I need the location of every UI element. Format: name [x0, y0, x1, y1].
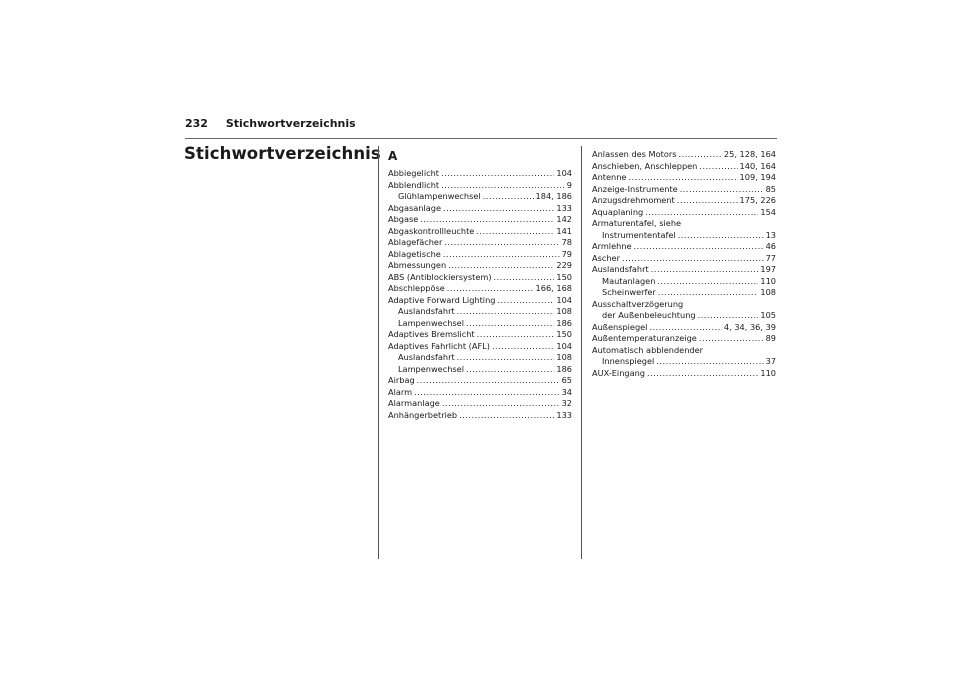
- index-entry-page[interactable]: 79: [561, 248, 572, 259]
- index-entry: [592, 322, 776, 334]
- dot-leader: [634, 241, 764, 253]
- dot-leader: [680, 184, 764, 196]
- index-entry-term: Ausschaltverzögerung: [592, 298, 684, 309]
- index-entry-page[interactable]: 184, 186: [535, 191, 572, 201]
- index-entry: [388, 398, 572, 410]
- index-column-1: [388, 149, 572, 421]
- dot-leader: [678, 149, 721, 161]
- index-entry: [388, 352, 572, 364]
- dot-leader: [651, 264, 759, 276]
- index-entry-page[interactable]: 104: [556, 168, 572, 178]
- index-entry: [592, 230, 776, 242]
- dot-leader: [497, 295, 554, 307]
- index-entry-term: Anzugsdrehmoment: [592, 195, 675, 205]
- index-entry-term: Ablagetische: [388, 248, 441, 259]
- dot-leader: [494, 272, 555, 284]
- index-entry: [388, 260, 572, 272]
- index-entry-term: ABS (Antiblockiersystem): [388, 271, 492, 282]
- index-entry: [592, 253, 776, 265]
- dot-leader: [647, 368, 758, 380]
- index-entry-list: [592, 149, 776, 379]
- index-entry: [592, 264, 776, 276]
- dot-leader: [483, 191, 534, 203]
- index-entry-term: Abbiegelicht: [388, 168, 439, 178]
- index-entry-term: Anhängerbetrieb: [388, 409, 458, 420]
- index-entry: [592, 161, 776, 173]
- dot-leader: [444, 237, 559, 249]
- dot-leader: [699, 161, 737, 173]
- index-entry: [388, 283, 572, 295]
- dot-leader: [448, 260, 554, 272]
- index-entry-page[interactable]: 85: [765, 183, 776, 194]
- dot-leader: [698, 310, 759, 322]
- index-entry-term: Scheinwerfer: [602, 287, 656, 297]
- index-entry-term: Anlassen des Motors: [592, 149, 677, 159]
- column-divider-right: [581, 146, 582, 559]
- index-entry: [388, 329, 572, 341]
- index-entry-page[interactable]: 108: [556, 352, 572, 362]
- index-entry-term: Lampenwechsel: [398, 363, 464, 374]
- dot-leader: [441, 168, 554, 180]
- index-entry-term: Innenspiegel: [602, 356, 655, 366]
- index-entry-page[interactable]: 89: [765, 333, 776, 343]
- index-entry: [388, 341, 572, 353]
- column-divider-left: [378, 146, 379, 559]
- dot-leader: [441, 180, 565, 192]
- index-entry-page[interactable]: 166, 168: [535, 283, 572, 293]
- index-letter-heading: A: [388, 149, 398, 163]
- index-entry: [388, 237, 572, 249]
- index-entry: [388, 272, 572, 284]
- index-entry-term: Adaptives Fahrlicht (AFL): [388, 340, 490, 351]
- index-entry-page[interactable]: 109, 194: [739, 172, 776, 182]
- index-entry-term: Ascher: [592, 252, 620, 263]
- index-entry: [388, 226, 572, 238]
- dot-leader: [649, 322, 721, 334]
- index-entry-page[interactable]: 4, 34, 36, 39: [723, 321, 776, 332]
- index-entry-term: Antenne: [592, 172, 627, 182]
- dot-leader: [414, 387, 559, 399]
- index-entry-page[interactable]: 77: [765, 252, 776, 263]
- dot-leader: [645, 207, 758, 219]
- dot-leader: [657, 276, 758, 288]
- index-entry-term: Anzeige-Instrumente: [592, 183, 678, 194]
- index-entry: [388, 249, 572, 261]
- dot-leader: [477, 329, 555, 341]
- index-entry-page[interactable]: 32: [561, 398, 572, 408]
- index-entry-page[interactable]: 186: [556, 363, 572, 374]
- index-entry-page[interactable]: 104: [556, 340, 572, 351]
- index-entry-term: Automatisch abblendender: [592, 344, 703, 355]
- index-entry-page[interactable]: 110: [760, 367, 776, 378]
- index-entry-term: Instrumententafel: [602, 229, 676, 240]
- index-entry-term: Alarm: [388, 386, 413, 397]
- page-header: [185, 117, 356, 130]
- index-entry: [592, 218, 776, 230]
- dot-leader: [457, 352, 555, 364]
- dot-leader: [420, 214, 554, 226]
- index-entry-page[interactable]: 175, 226: [739, 195, 776, 205]
- index-entry-term: Anschieben, Anschleppen: [592, 160, 698, 171]
- index-entry-term: AUX-Eingang: [592, 367, 645, 378]
- index-entry-page[interactable]: 13: [765, 229, 776, 240]
- index-entry-page[interactable]: 65: [561, 375, 572, 385]
- index-entry-term: Abgasanlage: [388, 202, 442, 213]
- index-entry: [388, 203, 572, 215]
- index-entry-term: Airbag: [388, 375, 415, 385]
- dot-leader: [699, 333, 764, 345]
- index-entry: [388, 306, 572, 318]
- index-entry-page[interactable]: 34: [561, 386, 572, 397]
- index-entry-page[interactable]: 108: [556, 306, 572, 316]
- index-entry: [592, 345, 776, 357]
- index-entry-term: Armaturentafel, siehe: [592, 218, 682, 228]
- index-entry: [388, 180, 572, 192]
- index-entry-page[interactable]: 46: [765, 241, 776, 251]
- index-entry-page[interactable]: 9: [566, 179, 572, 190]
- index-entry: [592, 184, 776, 196]
- index-entry-term: Auslandsfahrt: [398, 306, 455, 316]
- index-entry: [592, 172, 776, 184]
- index-entry-term: Abgaskontrollleuchte: [388, 225, 475, 236]
- index-entry-page[interactable]: 142: [556, 214, 572, 224]
- dot-leader: [457, 306, 555, 318]
- index-entry: [592, 356, 776, 368]
- index-entry-term: Aquaplaning: [592, 206, 644, 217]
- index-entry-term: Auslandsfahrt: [398, 352, 455, 362]
- index-entry-page[interactable]: 141: [556, 225, 572, 236]
- dot-leader: [443, 203, 554, 215]
- index-entry-term: Mautanlagen: [602, 275, 656, 286]
- index-entry-page[interactable]: 133: [556, 202, 572, 213]
- index-entry-term: Glühlampenwechsel: [398, 191, 481, 201]
- page-title: Stichwortverzeichnis: [184, 144, 381, 163]
- index-entry-page[interactable]: 133: [556, 409, 572, 420]
- index-entry: [592, 195, 776, 207]
- index-entry: [592, 287, 776, 299]
- index-entry-term: Außenspiegel: [592, 321, 648, 332]
- index-entry-page[interactable]: 229: [556, 260, 572, 270]
- index-entry: [388, 214, 572, 226]
- index-entry-list: [388, 168, 572, 421]
- dot-leader: [476, 226, 554, 238]
- index-entry: [388, 364, 572, 376]
- index-entry-page[interactable]: 25, 128, 164: [723, 149, 776, 159]
- index-entry-term: Lampenwechsel: [398, 317, 464, 328]
- dot-leader: [656, 356, 763, 368]
- dot-leader: [622, 253, 764, 265]
- dot-leader: [466, 318, 554, 330]
- dot-leader: [447, 283, 534, 295]
- index-entry: [388, 295, 572, 307]
- index-entry-page[interactable]: 150: [556, 271, 572, 282]
- index-entry-page[interactable]: 150: [556, 329, 572, 339]
- index-entry-page[interactable]: 197: [760, 264, 776, 274]
- index-entry-term: Abschleppöse: [388, 283, 445, 293]
- index-entry-page[interactable]: 104: [556, 294, 572, 305]
- index-entry-term: Abmessungen: [388, 260, 447, 270]
- dot-leader: [417, 375, 560, 387]
- dot-leader: [492, 341, 554, 353]
- index-entry-term: Auslandsfahrt: [592, 264, 649, 274]
- index-entry: [592, 207, 776, 219]
- index-entry-term: Adaptive Forward Lighting: [388, 294, 496, 305]
- index-entry: [592, 149, 776, 161]
- index-entry-term: Außentemperaturanzeige: [592, 333, 697, 343]
- dot-leader: [678, 230, 764, 242]
- dot-leader: [658, 287, 759, 299]
- index-entry-page[interactable]: 154: [760, 206, 776, 217]
- index-entry-term: Adaptives Bremslicht: [388, 329, 475, 339]
- index-entry-term: Ablagefächer: [388, 237, 443, 247]
- index-entry: [592, 276, 776, 288]
- index-entry: [388, 191, 572, 203]
- dot-leader: [677, 195, 738, 207]
- dot-leader: [443, 249, 560, 261]
- dot-leader: [466, 364, 554, 376]
- index-entry: [388, 318, 572, 330]
- index-entry: [388, 375, 572, 387]
- index-entry-page[interactable]: 105: [760, 310, 776, 320]
- page-number: 232: [185, 117, 208, 130]
- index-entry-term: Armlehne: [592, 241, 632, 251]
- dot-leader: [459, 410, 554, 422]
- index-entry-term: Abgase: [388, 214, 419, 224]
- index-entry-page[interactable]: 186: [556, 317, 572, 328]
- index-entry: [592, 241, 776, 253]
- header-section-title: Stichwortverzeichnis: [225, 117, 356, 130]
- dot-leader: [442, 398, 560, 410]
- dot-leader: [628, 172, 737, 184]
- index-entry-page[interactable]: 78: [561, 237, 572, 247]
- index-entry-page[interactable]: 140, 164: [739, 160, 776, 171]
- index-entry: [592, 310, 776, 322]
- index-entry-page[interactable]: 108: [760, 287, 776, 297]
- index-entry-term: Alarmanlage: [388, 398, 440, 408]
- header-rule: [185, 138, 777, 139]
- index-entry: [388, 387, 572, 399]
- index-entry: [388, 168, 572, 180]
- index-entry: [592, 333, 776, 345]
- index-entry-page[interactable]: 110: [760, 275, 776, 286]
- index-column-2: [592, 149, 776, 379]
- index-entry: [592, 368, 776, 380]
- index-entry-page[interactable]: 37: [765, 356, 776, 366]
- index-entry-term: der Außenbeleuchtung: [602, 310, 696, 320]
- index-entry: [388, 410, 572, 422]
- index-entry-term: Abblendlicht: [388, 179, 440, 190]
- index-entry: [592, 299, 776, 311]
